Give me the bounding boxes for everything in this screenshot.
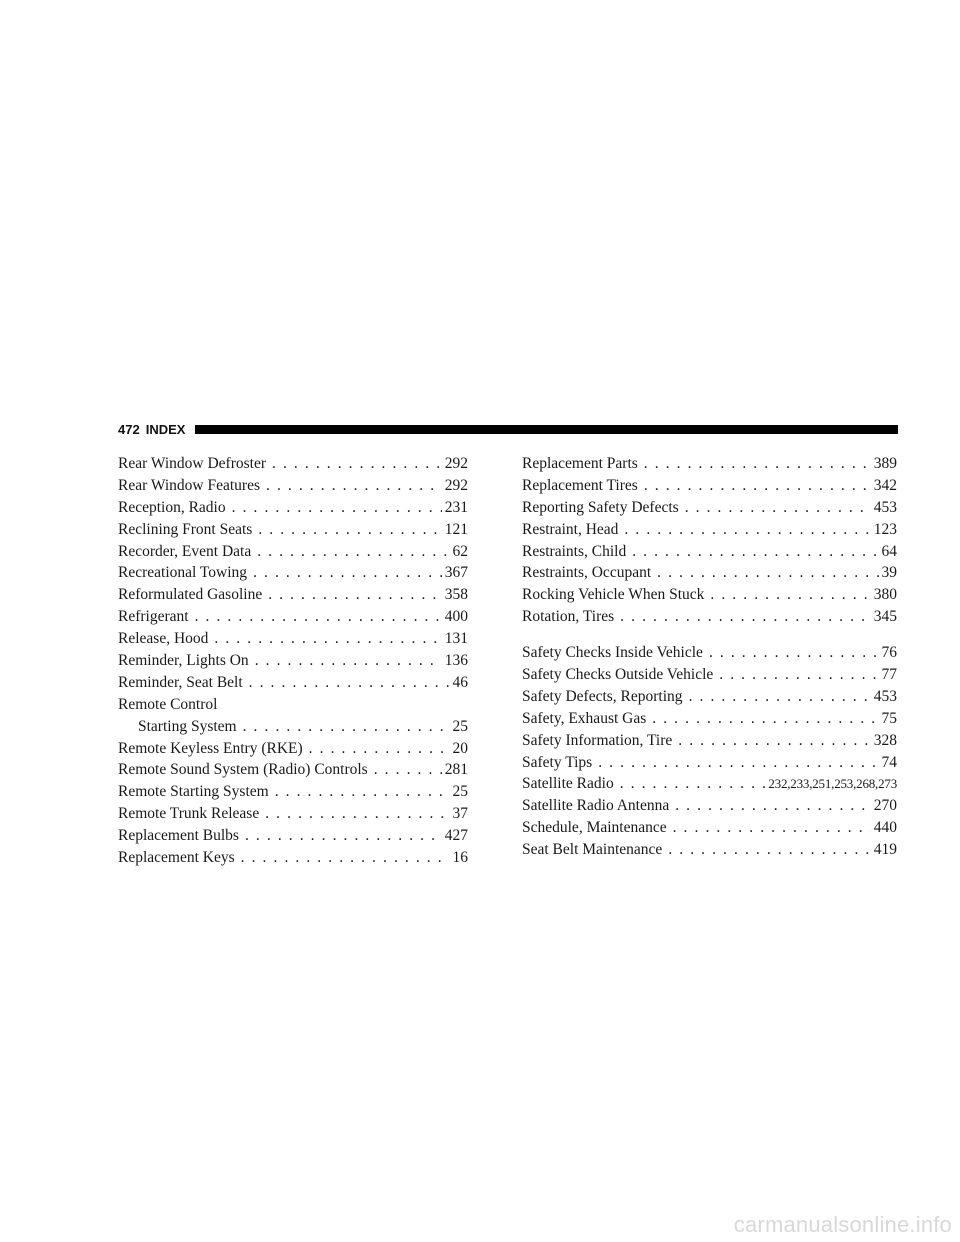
index-page: 76	[881, 644, 897, 662]
index-term: Replacement Bulbs	[118, 827, 239, 845]
index-entry	[118, 606, 468, 628]
index-page: 64	[881, 542, 897, 560]
dot-leader	[652, 708, 878, 730]
dot-leader	[374, 759, 442, 781]
dot-leader	[719, 664, 878, 686]
index-page: 281	[444, 761, 468, 779]
group-spacer	[522, 628, 897, 642]
index-entry	[118, 497, 468, 519]
header-rule	[195, 425, 898, 434]
index-term: Safety Checks Inside Vehicle	[522, 644, 703, 662]
index-term: Recorder, Event Data	[118, 542, 252, 560]
dot-leader	[257, 541, 449, 563]
section-title: INDEX	[145, 421, 186, 437]
index-page: 46	[452, 673, 468, 691]
index-page: 453	[873, 498, 897, 516]
index-page: 231	[444, 498, 468, 516]
dot-leader	[675, 795, 871, 817]
index-term: Restraints, Child	[522, 542, 627, 560]
index-entry	[522, 773, 897, 795]
index-page: 75	[881, 709, 897, 727]
dot-leader	[245, 825, 442, 847]
index-entry	[522, 475, 897, 497]
index-term: Restraint, Head	[522, 520, 619, 538]
dot-leader	[265, 803, 449, 825]
dot-leader	[673, 817, 871, 839]
index-page: 25	[452, 717, 468, 735]
dot-leader	[195, 606, 442, 628]
index-entry	[522, 686, 897, 708]
index-term: Rear Window Defroster	[118, 455, 267, 472]
index-entry	[522, 497, 897, 519]
index-term: Reminder, Seat Belt	[118, 673, 243, 691]
index-term: Remote Sound System (Radio) Controls	[118, 761, 368, 779]
index-term: Refrigerant	[118, 608, 189, 626]
index-page: 292	[444, 476, 468, 494]
dot-leader	[266, 475, 442, 497]
index-page: 270	[873, 797, 897, 815]
index-entry	[118, 541, 468, 563]
index-entry	[522, 606, 897, 628]
index-entry	[522, 664, 897, 686]
dot-leader	[253, 562, 442, 584]
dot-leader	[598, 752, 878, 774]
dot-leader	[258, 519, 441, 541]
dot-leader	[624, 519, 870, 541]
watermark: carmanualsonline.info	[733, 1212, 952, 1237]
index-entry	[118, 628, 468, 650]
dot-leader	[249, 672, 450, 694]
index-entry	[118, 475, 468, 497]
index-term: Reminder, Lights On	[118, 652, 249, 670]
index-page: 328	[873, 731, 897, 749]
dot-leader	[668, 839, 870, 861]
index-page: 74	[881, 753, 897, 771]
index-entry	[118, 759, 468, 781]
index-term: Safety Defects, Reporting	[522, 687, 683, 705]
index-entry	[522, 541, 897, 563]
index-page: 367	[444, 564, 468, 582]
index-term: Restraints, Occupant	[522, 564, 652, 582]
index-term: Reception, Radio	[118, 498, 226, 516]
index-term: Remote Keyless Entry (RKE)	[118, 739, 303, 757]
index-entry	[522, 519, 897, 541]
index-entry	[118, 453, 468, 475]
index-term: Reformulated Gasoline	[118, 586, 263, 604]
index-term: Recreational Towing	[118, 564, 248, 582]
index-page: 37	[452, 805, 468, 823]
index-entry	[118, 519, 468, 541]
dot-leader	[644, 475, 871, 497]
index-term: Safety Information, Tire	[522, 731, 673, 749]
index-term: Replacement Keys	[118, 849, 235, 867]
dot-leader	[644, 453, 871, 475]
index-term: Safety, Exhaust Gas	[522, 709, 647, 727]
index-entry	[118, 847, 468, 869]
index-entry	[522, 708, 897, 730]
index-term: Safety Tips	[522, 753, 593, 771]
index-page: 20	[452, 739, 468, 757]
index-page: 39	[881, 564, 897, 582]
index-term: Reporting Safety Defects	[522, 498, 679, 516]
index-page: 62	[452, 542, 468, 560]
dot-leader	[272, 453, 442, 475]
dot-leader	[309, 738, 450, 760]
index-entry	[118, 584, 468, 606]
index-page: 427	[444, 827, 468, 845]
dot-leader	[275, 781, 450, 803]
index-term: Schedule, Maintenance	[522, 819, 667, 837]
index-entry	[118, 672, 468, 694]
index-page: 453	[873, 687, 897, 705]
index-entry	[522, 795, 897, 817]
dot-leader	[620, 773, 766, 795]
index-term: Reclining Front Seats	[118, 520, 253, 538]
index-entry	[522, 839, 897, 861]
index-term: Seat Belt Maintenance	[522, 841, 663, 859]
index-subentry	[118, 716, 468, 738]
index-page: 232,233,251,253,268,273	[768, 776, 897, 792]
index-entry	[118, 562, 468, 584]
index-entry	[522, 730, 897, 752]
dot-leader	[657, 562, 878, 584]
index-entry	[522, 584, 897, 606]
index-page: 123	[873, 520, 897, 538]
dot-leader	[632, 541, 878, 563]
dot-leader	[214, 628, 441, 650]
index-term: Replacement Tires	[522, 476, 638, 494]
dot-leader	[241, 847, 450, 869]
page-number: 472	[118, 421, 140, 437]
index-entry	[118, 825, 468, 847]
index-term: Remote Control	[118, 695, 218, 713]
dot-leader	[620, 606, 871, 628]
dot-leader	[710, 584, 870, 606]
index-entry-heading	[118, 694, 468, 716]
index-page: 389	[873, 455, 897, 472]
dot-leader	[232, 497, 442, 519]
index-entry	[118, 650, 468, 672]
index-entry	[522, 642, 897, 664]
index-term: Release, Hood	[118, 630, 209, 648]
index-entry	[118, 738, 468, 760]
index-page: 380	[873, 586, 897, 604]
index-page: 25	[452, 783, 468, 801]
dot-leader	[268, 584, 442, 606]
index-entry	[522, 752, 897, 774]
index-page: 121	[444, 520, 468, 538]
dot-leader	[678, 730, 871, 752]
dot-leader	[255, 650, 442, 672]
index-entry	[118, 781, 468, 803]
index-page: 358	[444, 586, 468, 604]
dot-leader	[709, 642, 879, 664]
index-page: 342	[873, 476, 897, 494]
index-term: Starting System	[138, 717, 237, 735]
index-page: 345	[873, 608, 897, 626]
index-column-right	[522, 453, 897, 861]
page-header	[118, 420, 898, 438]
index-column-left	[118, 453, 468, 869]
dot-leader	[685, 497, 871, 519]
index-entry	[118, 803, 468, 825]
index-page: 77	[881, 666, 897, 684]
index-page: 400	[444, 608, 468, 626]
index-term: Rotation, Tires	[522, 608, 615, 626]
index-entry	[522, 817, 897, 839]
index-page: 419	[873, 841, 897, 859]
dot-leader	[689, 686, 871, 708]
index-term: Rocking Vehicle When Stuck	[522, 586, 705, 604]
index-term: Satellite Radio	[522, 775, 614, 793]
index-page: 131	[444, 630, 468, 648]
index-page: 440	[873, 819, 897, 837]
index-page: 16	[452, 849, 468, 867]
index-term: Safety Checks Outside Vehicle	[522, 666, 714, 684]
index-page: 292	[444, 455, 468, 472]
index-term: Remote Trunk Release	[118, 805, 260, 823]
dot-leader	[243, 716, 450, 738]
index-entry	[522, 453, 897, 475]
index-term: Satellite Radio Antenna	[522, 797, 670, 815]
index-term: Remote Starting System	[118, 783, 269, 801]
index-entry	[522, 562, 897, 584]
index-term: Replacement Parts	[522, 455, 638, 472]
index-page: 136	[444, 652, 468, 670]
index-term: Rear Window Features	[118, 476, 260, 494]
